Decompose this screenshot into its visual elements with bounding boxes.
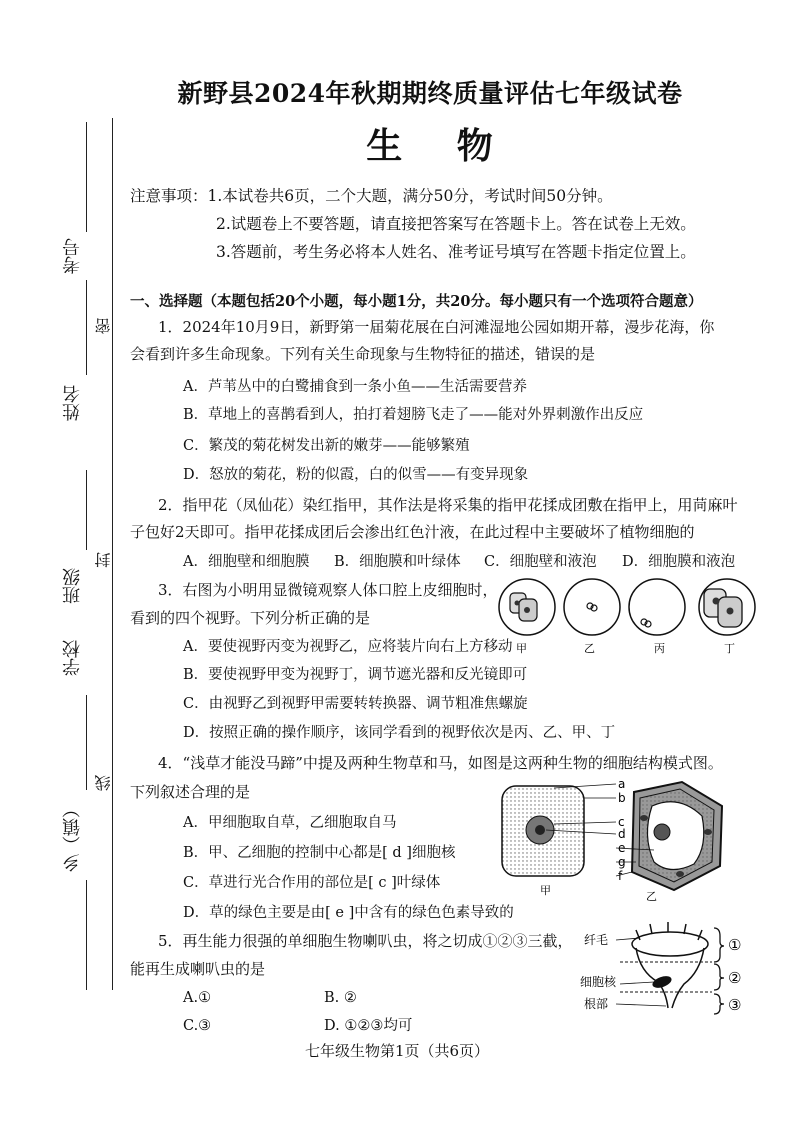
field-yi <box>564 579 620 635</box>
figure-leader-lines <box>616 938 666 1006</box>
letter-g: g <box>618 855 626 869</box>
q4-option-b: B．甲、乙细胞的控制中心都是[ d ]细胞核 <box>183 845 456 861</box>
notice-item-2: 2.试题卷上不要答题，请直接把答案写在答题卡上。答在试卷上无效。 <box>216 215 696 233</box>
q5-option-a: A.① <box>183 990 212 1006</box>
field-label-jia: 甲 <box>516 642 527 655</box>
notice-item-3: 3.答题前，考生务必将本人姓名、准考证号填写在答题卡指定位置上。 <box>216 243 696 261</box>
q5-option-b: B. ② <box>324 990 357 1006</box>
notice-lead: 注意事项： <box>130 187 208 205</box>
xingming-label: 姓名 <box>62 385 83 421</box>
q4-option-d: D．草的绿色主要是由[ e ]中含有的绿色色素导致的 <box>183 905 514 921</box>
microscope-fields-figure <box>494 575 764 657</box>
cell-structure-figure <box>494 776 764 904</box>
q3-option-a: A．要使视野丙变为视野乙，应将装片向右上方移动 <box>183 639 513 655</box>
notice-block <box>130 182 770 266</box>
field-bing <box>629 579 685 635</box>
label-cilia: 纤毛 <box>584 933 609 947</box>
banji-label: 班级 <box>62 568 83 604</box>
letter-a: a <box>618 777 626 791</box>
plant-cell <box>632 782 722 890</box>
section-heading: 一、选择题（本题包括20个小题，每小题1分，共20分。每小题只有一个选项符合题意） <box>130 293 703 310</box>
q4-option-c: C．草进行光合作用的部位是[ c ]叶绿体 <box>183 875 441 891</box>
exam-title: 新野县2024年秋期期终质量评估七年级试卷 <box>177 79 683 108</box>
q3-option-b: B．要使视野甲变为视野丁，调节遮光器和反光镜即可 <box>183 667 528 683</box>
field-label-yi: 乙 <box>584 642 595 655</box>
seal-xian: 线 <box>94 775 113 791</box>
q5-line1: 5．再生能力很强的单细胞生物喇叭虫，将之切成①②③三截， <box>158 932 573 950</box>
q2-option-b: B．细胞膜和叶绿体 <box>334 554 461 570</box>
stentor-figure <box>580 922 770 1022</box>
notice-item-1: 1.本试卷共6页，二个大题，满分50分，考试时间50分钟。 <box>207 187 613 205</box>
q5-option-d: D. ①②③均可 <box>324 1018 413 1034</box>
xuexiao-label: 学校 <box>62 640 83 676</box>
field-jia <box>499 579 555 635</box>
section-number-2: ② <box>728 969 742 987</box>
label-root: 根部 <box>584 997 609 1011</box>
xiangzhen-blank <box>86 880 87 990</box>
q5-option-c: C.③ <box>183 1018 212 1034</box>
q1-option-c: C．繁茂的菊花树发出新的嫩芽——能够繁殖 <box>183 438 470 454</box>
section-braces <box>714 928 724 1014</box>
animal-cell <box>502 786 584 876</box>
q5-line2: 能再生成喇叭虫的是 <box>130 960 266 978</box>
q2-line1: 2．指甲花（凤仙花）染红指甲，其作法是将采集的指甲花揉成团敷在指甲上，用苘麻叶 <box>158 496 738 514</box>
xingming-blank <box>86 280 87 375</box>
banji-blank <box>86 470 87 550</box>
q3-option-d: D．按照正确的操作顺序，该同学看到的视野依次是丙、乙、甲、丁 <box>183 725 616 741</box>
q1-line2: 会看到许多生命现象。下列有关生命现象与生物特征的描述，错误的是 <box>130 345 596 363</box>
q2-option-a: A．细胞壁和细胞膜 <box>183 554 310 570</box>
subject-title: 生 物 <box>366 125 494 167</box>
letter-c: c <box>618 815 625 829</box>
kaohao-blank <box>86 122 87 232</box>
seal-feng: 封 <box>94 552 113 568</box>
q4-option-a: A．甲细胞取自草，乙细胞取自马 <box>183 815 397 831</box>
field-label-bing: 丙 <box>654 642 665 655</box>
q1-option-a: A．芦苇丛中的白鹭捕食到一条小鱼——生活需要营养 <box>183 379 527 395</box>
label-nucleus: 细胞核 <box>580 975 617 989</box>
page-footer: 七年级生物第1页（共6页） <box>304 1042 490 1060</box>
cell-label-jia: 甲 <box>540 884 551 897</box>
q1-line1: 1．2024年10月9日，新野第一届菊花展在白河滩湿地公园如期开幕，漫步花海，你 <box>158 318 715 336</box>
q1-option-d: D．怒放的菊花，粉的似霞，白的似雪——有变异现象 <box>183 467 529 483</box>
q2-option-d: D．细胞膜和液泡 <box>622 554 736 570</box>
field-label-ding: 丁 <box>724 642 735 655</box>
xiangzhen-label: 乡（镇） <box>62 800 83 872</box>
letter-b: b <box>618 791 626 805</box>
q4-line1: 4．“浅草才能没马蹄”中提及两种生物草和马，如图是这两种生物的细胞结构模式图。 <box>158 754 723 772</box>
letter-e: e <box>618 841 626 855</box>
q4-line2: 下列叙述合理的是 <box>130 783 251 801</box>
stentor-body <box>632 922 708 1008</box>
letter-d: d <box>618 827 626 841</box>
q3-line1: 3．右图为小明用显微镜观察人体口腔上皮细胞时， <box>158 581 498 599</box>
q3-line2: 看到的四个视野。下列分析正确的是 <box>130 609 371 627</box>
field-ding <box>699 579 755 635</box>
letter-f: f <box>618 869 623 883</box>
q2-option-c: C．细胞壁和液泡 <box>484 554 597 570</box>
cell-label-yi: 乙 <box>646 890 657 903</box>
q3-option-c: C．由视野乙到视野甲需要转转换器、调节粗准焦螺旋 <box>183 696 528 712</box>
q1-option-b: B．草地上的喜鹊看到人，拍打着翅膀飞走了——能对外界刺激作出反应 <box>183 407 644 423</box>
section-number-3: ③ <box>728 996 742 1014</box>
section-number-1: ① <box>728 936 742 954</box>
xuexiao-blank <box>86 695 87 790</box>
q2-line2: 子包好2天即可。指甲花揉成团后会渗出红色汁液，在此过程中主要破坏了植物细胞的 <box>130 523 695 541</box>
kaohao-label: 考号 <box>62 238 83 274</box>
seal-mi: 密 <box>94 318 113 334</box>
